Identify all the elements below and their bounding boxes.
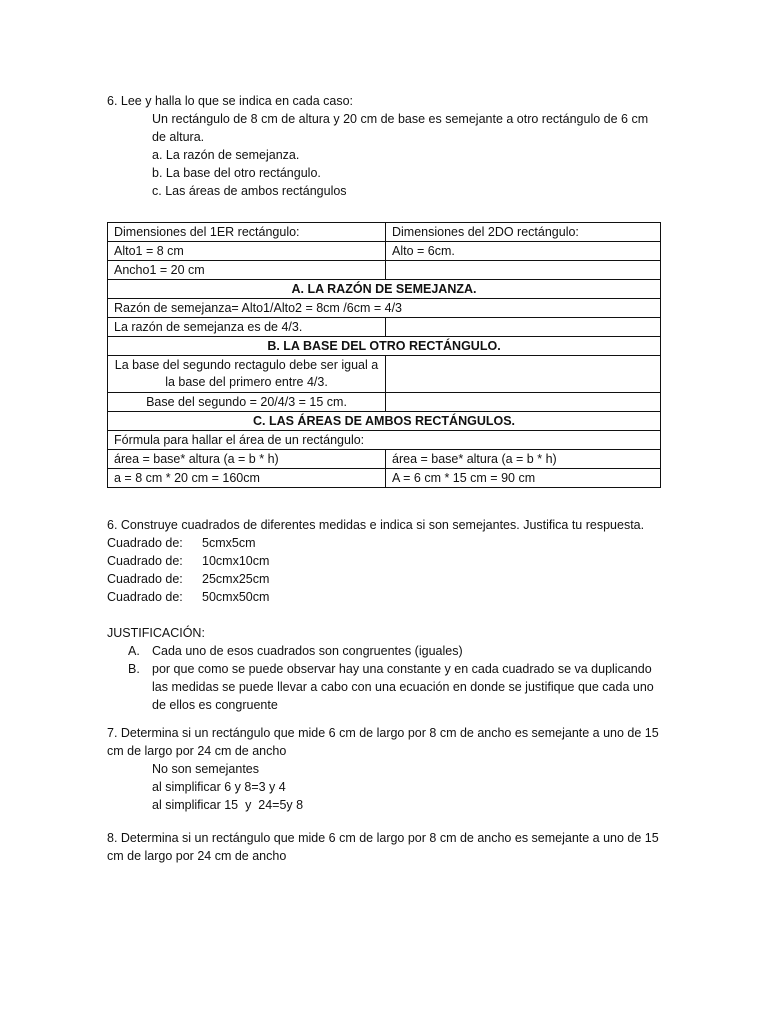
table-cell bbox=[386, 393, 661, 412]
table-row bbox=[108, 223, 661, 242]
table-cell: Ancho1 = 20 cm bbox=[108, 261, 386, 280]
table-cell bbox=[386, 356, 661, 393]
square-item bbox=[107, 534, 687, 552]
table-cell: Alto1 = 8 cm bbox=[108, 242, 386, 261]
question-text: cm de largo por 24 cm de ancho bbox=[107, 744, 287, 758]
answer-line: al simplificar 6 y 8=3 y 4 bbox=[152, 780, 286, 794]
question-6a bbox=[107, 92, 667, 200]
question-text: cm de largo por 24 cm de ancho bbox=[107, 849, 287, 863]
table-cell: A = 6 cm * 15 cm = 90 cm bbox=[386, 469, 661, 488]
table-row bbox=[108, 393, 661, 412]
square-label: Cuadrado de: bbox=[107, 554, 183, 568]
square-value: 25cmx25cm bbox=[202, 572, 270, 586]
square-value: 50cmx50cm bbox=[202, 590, 270, 604]
answer-line: No son semejantes bbox=[152, 762, 260, 776]
question-title: 6. Construye cuadrados de diferentes medidas e indica si son semejantes. Justifica tu respuesta. bbox=[107, 518, 645, 532]
table-row bbox=[108, 280, 661, 299]
list-text: Cada uno de esos cuadrados son congruentes (iguales) bbox=[152, 644, 463, 658]
table-row bbox=[108, 242, 661, 261]
table-cell: Dimensiones del 1ER rectángulo: bbox=[108, 223, 386, 242]
table-cell: Fórmula para hallar el área de un rectángulo: bbox=[108, 431, 661, 450]
question-statement: Un rectángulo de 8 cm de altura y 20 cm de base es semejante a otro rectángulo de 6 cm bbox=[152, 112, 649, 126]
table-row bbox=[108, 299, 661, 318]
answer-table bbox=[107, 222, 661, 488]
table-cell: Razón de semejanza= Alto1/Alto2 = 8cm /6cm = 4/3 bbox=[108, 299, 661, 318]
table-cell bbox=[386, 261, 661, 280]
table-section-heading: B. LA BASE DEL OTRO RECTÁNGULO. bbox=[108, 337, 661, 356]
table-row bbox=[108, 450, 661, 469]
table-section-heading: C. LAS ÁREAS DE AMBOS RECTÁNGULOS. bbox=[108, 412, 661, 431]
square-label: Cuadrado de: bbox=[107, 536, 183, 550]
table-cell: Dimensiones del 2DO rectángulo: bbox=[386, 223, 661, 242]
table-cell: a = 8 cm * 20 cm = 160cm bbox=[108, 469, 386, 488]
question-text: 8. Determina si un rectángulo que mide 6 cm de largo por 8 cm de ancho es semejante a uno de 15 bbox=[107, 831, 659, 845]
list-item bbox=[107, 642, 687, 660]
square-value: 10cmx10cm bbox=[202, 554, 270, 568]
question-item: c. Las áreas de ambos rectángulos bbox=[152, 184, 347, 198]
square-value: 5cmx5cm bbox=[202, 536, 256, 550]
answer-line: al simplificar 15 y 24=5y 8 bbox=[152, 798, 304, 812]
table-cell: La base del segundo rectagulo debe ser igual a la base del primero entre 4/3. bbox=[108, 356, 386, 393]
list-item bbox=[107, 660, 668, 714]
question-title: 6. Lee y halla lo que se indica en cada caso: bbox=[107, 94, 354, 108]
question-statement: de altura. bbox=[152, 130, 205, 144]
justification-title: JUSTIFICACIÓN: bbox=[107, 626, 205, 640]
question-7 bbox=[107, 724, 687, 814]
table-cell bbox=[386, 318, 661, 337]
question-text: 7. Determina si un rectángulo que mide 6 cm de largo por 8 cm de ancho es semejante a uno de 15 bbox=[107, 726, 659, 740]
question-8 bbox=[107, 829, 687, 865]
square-item bbox=[107, 588, 687, 606]
table-cell: Alto = 6cm. bbox=[386, 242, 661, 261]
table-cell: área = base* altura (a = b * h) bbox=[108, 450, 386, 469]
question-item: a. La razón de semejanza. bbox=[152, 148, 300, 162]
list-text: por que como se puede observar hay una constante y en cada cuadrado se va duplicando las medidas se puede llevar a cabo con una ecuación en donde se justifique que cada uno de ellos es congruente bbox=[152, 662, 654, 712]
table-cell: Base del segundo = 20/4/3 = 15 cm. bbox=[108, 393, 386, 412]
table-row bbox=[108, 337, 661, 356]
square-item bbox=[107, 552, 687, 570]
table-row bbox=[108, 261, 661, 280]
table-row bbox=[108, 412, 661, 431]
table-row bbox=[108, 431, 661, 450]
table-cell: área = base* altura (a = b * h) bbox=[386, 450, 661, 469]
square-label: Cuadrado de: bbox=[107, 572, 183, 586]
list-marker: A. bbox=[128, 644, 140, 658]
square-item bbox=[107, 570, 687, 588]
question-6b bbox=[107, 516, 687, 714]
table-row bbox=[108, 469, 661, 488]
square-label: Cuadrado de: bbox=[107, 590, 183, 604]
table-section-heading: A. LA RAZÓN DE SEMEJANZA. bbox=[108, 280, 661, 299]
question-item: b. La base del otro rectángulo. bbox=[152, 166, 321, 180]
list-marker: B. bbox=[128, 662, 140, 676]
table-cell: La razón de semejanza es de 4/3. bbox=[108, 318, 386, 337]
table-row bbox=[108, 356, 661, 393]
table-row bbox=[108, 318, 661, 337]
